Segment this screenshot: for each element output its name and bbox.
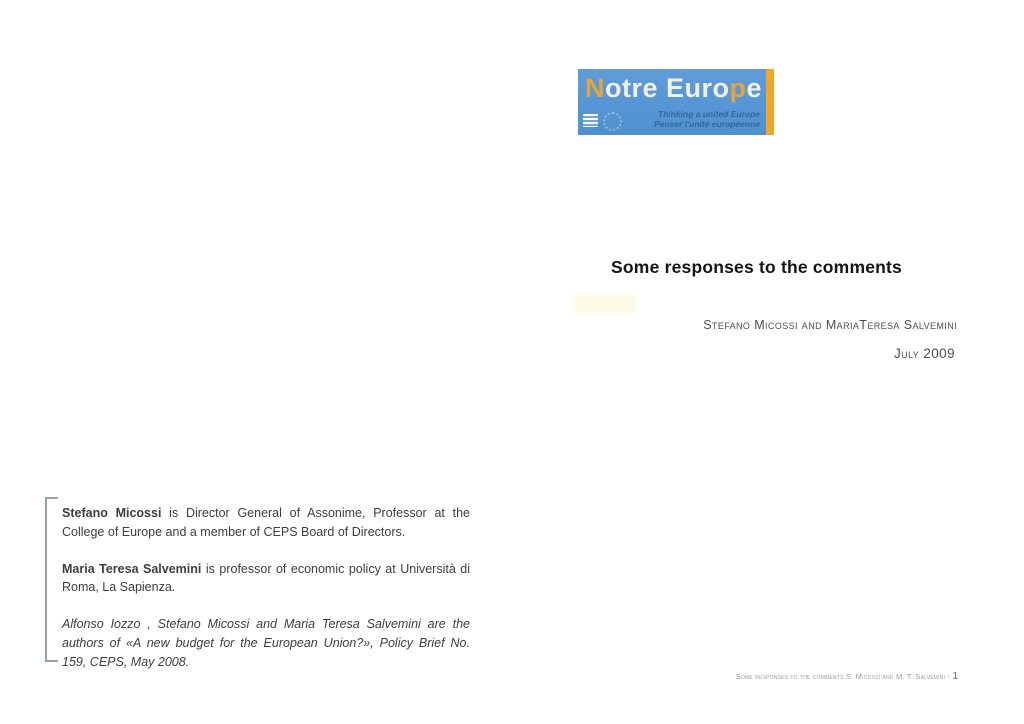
logo-wordmark — [585, 73, 762, 104]
logo-letter: p — [729, 73, 747, 103]
page-title: Some responses to the comments — [611, 256, 902, 277]
logo-letter: e — [746, 73, 763, 103]
eu-stars-circle-icon — [603, 112, 622, 131]
logo-stripes-icon — [583, 114, 598, 127]
bio-paragraph-text: is Director General of Assonime, Professor at the College of Europe and a member of CEPS Board of Directors. — [62, 506, 470, 539]
publication-date: July 2009 — [894, 346, 955, 361]
notre-europe-logo — [578, 69, 774, 135]
footer-running-title: Some responses to the comments S. Micossi and M. T. Salvemini — [735, 672, 946, 681]
logo-letter: N — [585, 73, 605, 103]
bio-bracket — [45, 497, 58, 662]
faint-highlight-mark — [574, 294, 636, 314]
bio-paragraph-text: is professor of economic policy at Università di Roma, La Sapienza. — [62, 561, 470, 595]
logo-letter: otre Euro — [605, 73, 730, 103]
logo-blue-panel — [578, 69, 766, 135]
logo-accent-bar — [766, 69, 774, 135]
bio-citation-text: Alfonso Iozzo , Stefano Micossi and Maria Teresa Salvemini are the authors of «A new budget for the European Union?», Policy Brief No. 159, CEPS, May 2008. — [62, 617, 470, 669]
bio-paragraph — [62, 504, 470, 542]
bio-paragraph — [62, 560, 470, 598]
author-bio-block — [45, 497, 473, 672]
bio-author-name: Maria Teresa Salvemini — [62, 561, 202, 576]
page-number: 1 — [952, 671, 958, 682]
footer-separator: - — [945, 672, 953, 681]
authors-line: Stefano Micossi and MariaTeresa Salvemini — [703, 318, 957, 332]
logo-tagline — [654, 110, 760, 130]
bio-author-name: Stefano Micossi — [62, 506, 162, 520]
logo-tagline-line1: Thinking a united Europe — [658, 109, 760, 120]
page-footer — [736, 671, 958, 682]
bio-paragraph — [62, 615, 470, 671]
logo-tagline-line2: Penser l'unité européenne — [654, 119, 760, 130]
bio-text — [62, 497, 470, 672]
